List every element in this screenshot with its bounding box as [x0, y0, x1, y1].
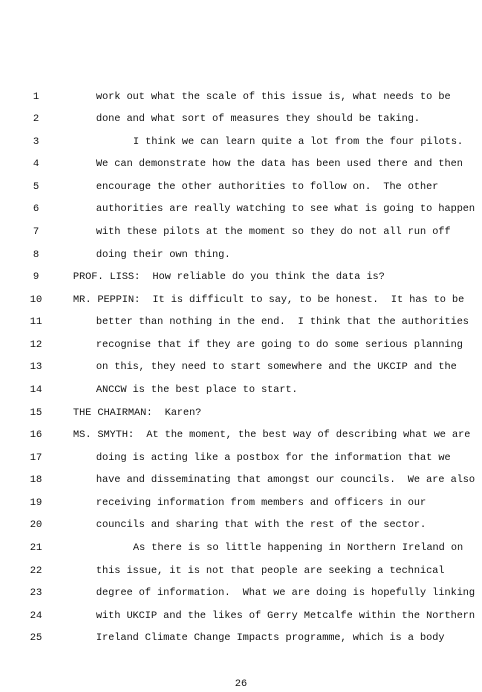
line-text: Ireland Climate Change Impacts programme, which is a body	[96, 633, 445, 644]
transcript-line	[0, 158, 482, 180]
line-number: 15	[29, 408, 43, 419]
transcript-line	[0, 316, 482, 338]
line-text: encourage the other authorities to follow on. The other	[96, 182, 439, 193]
line-number: 19	[29, 498, 43, 509]
transcript-line	[0, 361, 482, 383]
line-text: work out what the scale of this issue is, what needs to be	[96, 92, 451, 103]
transcript-line	[0, 294, 482, 316]
line-number: 1	[32, 92, 40, 103]
line-text: PROF. LISS: How reliable do you think the data is?	[73, 272, 385, 283]
transcript-line	[0, 339, 482, 361]
line-text: recognise that if they are going to do some serious planning	[96, 340, 463, 351]
line-number: 16	[29, 430, 43, 441]
transcript-line	[0, 632, 482, 654]
line-text: We can demonstrate how the data has been used there and then	[96, 159, 463, 170]
transcript-line	[0, 203, 482, 225]
line-text: I think we can learn quite a lot from the four pilots.	[133, 137, 464, 148]
transcript-line	[0, 91, 482, 113]
transcript-line	[0, 136, 482, 158]
line-text: have and disseminating that amongst our councils. We are also	[96, 475, 476, 486]
line-number: 25	[29, 633, 43, 644]
transcript-line	[0, 452, 482, 474]
line-number: 14	[29, 385, 43, 396]
line-text: better than nothing in the end. I think that the authorities	[96, 317, 469, 328]
transcript-line	[0, 429, 482, 451]
line-number: 7	[32, 227, 40, 238]
line-number: 12	[29, 340, 43, 351]
line-number: 5	[32, 182, 40, 193]
line-text: degree of information. What we are doing is hopefully linking	[96, 588, 476, 599]
line-text: with UKCIP and the likes of Gerry Metcalfe within the Northern	[96, 611, 476, 622]
transcript-line	[0, 384, 482, 406]
line-number: 18	[29, 475, 43, 486]
line-number: 11	[29, 317, 43, 328]
line-text: authorities are really watching to see what is going to happen	[96, 204, 476, 215]
line-text: receiving information from members and officers in our	[96, 498, 427, 509]
transcript-line	[0, 610, 482, 632]
transcript-line	[0, 474, 482, 496]
transcript-line	[0, 407, 482, 429]
line-text: THE CHAIRMAN: Karen?	[73, 408, 202, 419]
line-number: 24	[29, 611, 43, 622]
line-number: 6	[32, 204, 40, 215]
transcript-line	[0, 181, 482, 203]
transcript-line	[0, 519, 482, 541]
transcript-line	[0, 113, 482, 135]
line-number: 17	[29, 453, 43, 464]
line-number: 23	[29, 588, 43, 599]
line-number: 4	[32, 159, 40, 170]
line-number: 9	[32, 272, 40, 283]
line-number: 22	[29, 566, 43, 577]
line-text: MR. PEPPIN: It is difficult to say, to be honest. It has to be	[73, 295, 465, 306]
transcript-line	[0, 497, 482, 519]
page-number: 26	[234, 679, 248, 690]
line-number: 10	[29, 295, 43, 306]
line-text: ANCCW is the best place to start.	[96, 385, 298, 396]
line-number: 13	[29, 362, 43, 373]
line-text: As there is so little happening in Northern Ireland on	[133, 543, 464, 554]
line-number: 2	[32, 114, 40, 125]
transcript-line	[0, 249, 482, 271]
line-text: MS. SMYTH: At the moment, the best way of describing what we are	[73, 430, 471, 441]
line-text: doing their own thing.	[96, 250, 231, 261]
line-number: 3	[32, 137, 40, 148]
transcript-line	[0, 271, 482, 293]
line-text: with these pilots at the moment so they do not all run off	[96, 227, 451, 238]
line-text: on this, they need to start somewhere and the UKCIP and the	[96, 362, 457, 373]
line-number: 8	[32, 250, 40, 261]
transcript-line	[0, 565, 482, 587]
line-text: doing is acting like a postbox for the information that we	[96, 453, 451, 464]
line-text: this issue, it is not that people are seeking a technical	[96, 566, 445, 577]
transcript-line	[0, 226, 482, 248]
transcript-line	[0, 542, 482, 564]
line-number: 20	[29, 520, 43, 531]
line-text: councils and sharing that with the rest of the sector.	[96, 520, 427, 531]
line-text: done and what sort of measures they should be taking.	[96, 114, 421, 125]
line-number: 21	[29, 543, 43, 554]
transcript-line	[0, 587, 482, 609]
